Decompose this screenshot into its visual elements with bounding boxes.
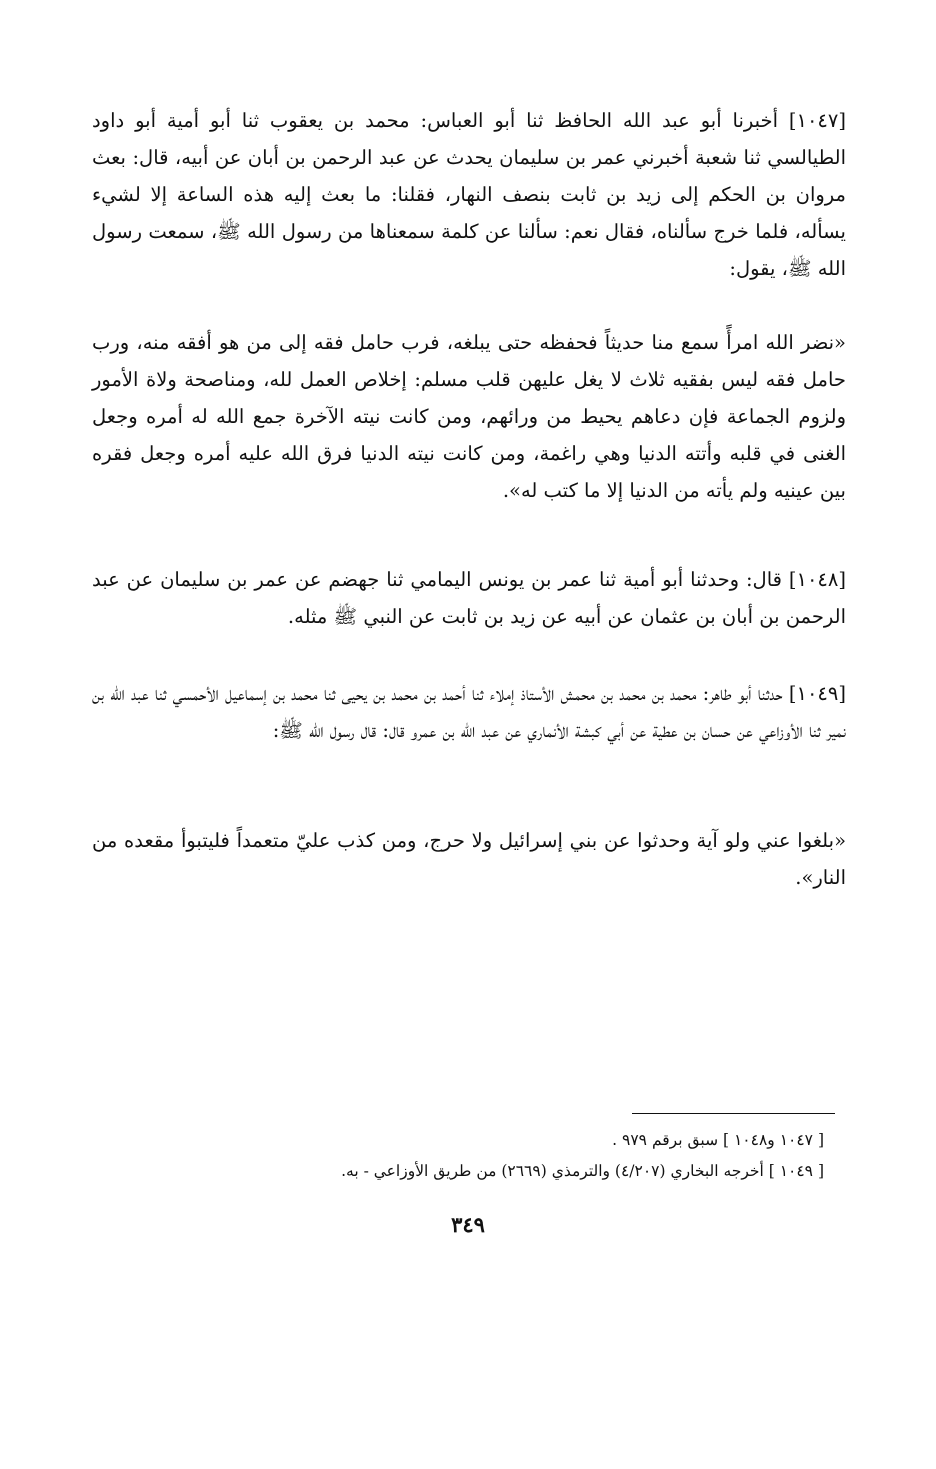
page-number: ٣٤٩ (451, 1212, 485, 1237)
paragraph-text: [١٠٤٨] قال: وحدثنا أبو أمية ثنا عمر بن يونس اليمامي ثنا جهضم عن عمر بن سليمان عن عبد الرحمن بن أبان بن عثمان عن أبيه عن زيد بن ثابت عن النبي ﷺ مثله. (92, 568, 846, 628)
hadith-text-1047 (92, 324, 846, 509)
paragraph-hadith-1047 (92, 102, 846, 287)
paragraph-text: «نضر الله امرأً سمع منا حديثاً فحفظه حتى يبلغه، فرب حامل فقه إلى من هو أفقه منه، ورب حامل فقه ليس بفقيه ثلاث لا يغل عليهن قلب مسلم: إخلاص العمل لله، ومناصحة ولاة الأمور ولزوم الجماعة فإن دعاهم يحيط من ورائهم، ومن كانت نيته الآخرة جمع الله له أمره وجعل الغنى في قلبه وأتته الدنيا وهي راغمة، ومن كانت نيته الدنيا فرق الله عليه أمره وجعل فقره بين عينيه ولم يأته من الدنيا إلا ما كتب له». (92, 331, 846, 502)
hadith-text-1049 (92, 822, 846, 896)
paragraph-text: «بلغوا عني ولو آية وحدثوا عن بني إسرائيل ولا حرج، ومن كذب عليّ متعمداً فليتبوأ مقعده من النار». (92, 829, 846, 889)
paragraph-hadith-1049 (92, 675, 846, 749)
footnotes (200, 1125, 824, 1187)
paragraph-text: [١٠٤٩] حدثنا أبو طاهر: محمد بن محمد بن محمش الأستاذ إملاء ثنا أحمد بن محمد بن يحيى ثنا محمد بن إسماعيل الأحمسي ثنا عبد الله بن نمير ثنا الأوزاعي عن حسان بن عطية عن أبي كبشة الأنماري عن عبد الله بن عمرو قال: قال رسول الله ﷺ: (92, 682, 846, 742)
footnote-1047-1048: [ ١٠٤٧ و١٠٤٨ ] سبق برقم ٩٧٩ . (612, 1131, 824, 1149)
paragraph-text: [١٠٤٧] أخبرنا أبو عبد الله الحافظ ثنا أبو العباس: محمد بن يعقوب ثنا أبو أمية أبو داود الطيالسي ثنا شعبة أخبرني عمر بن سليمان يحدث عن عبد الرحمن بن أبان عن أبيه، قال: بعث مروان بن الحكم إلى زيد بن ثابت بنصف النهار، فقلنا: ما بعث إليه هذه الساعة إلا لشيء يسأله، فلما خرج سألناه، فقال نعم: سألنا عن كلمة سمعناها من رسول الله ﷺ، سمعت رسول الله ﷺ، يقول: (92, 109, 846, 280)
paragraph-hadith-1048 (92, 561, 846, 635)
footnote-1049: [ ١٠٤٩ ] أخرجه البخاري (٤/٢٠٧) والترمذي (٢٦٦٩) من طريق الأوزاعي - به. (341, 1162, 824, 1180)
footnote-divider (632, 1113, 835, 1114)
